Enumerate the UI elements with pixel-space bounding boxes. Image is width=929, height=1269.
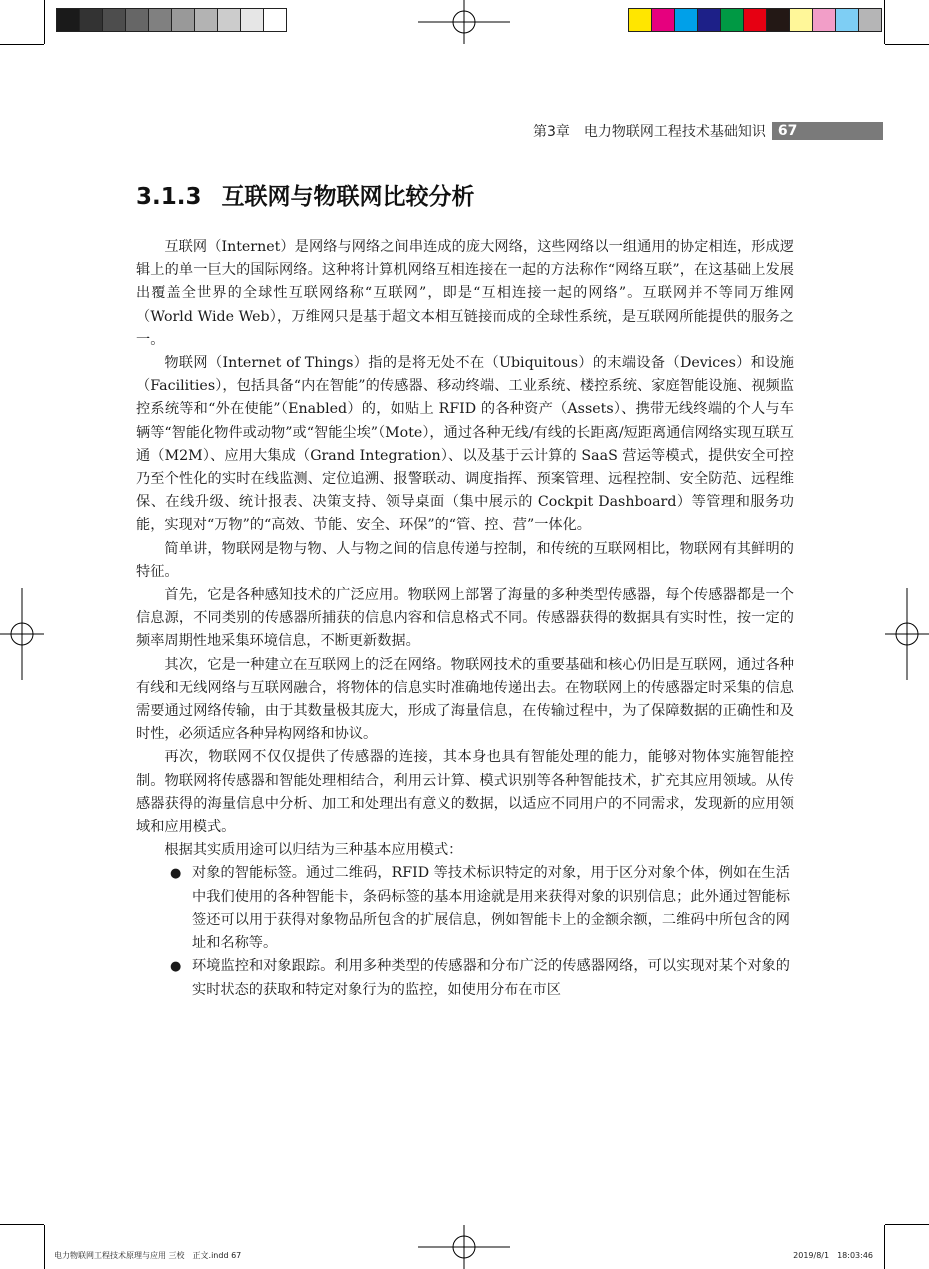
registration-mark-top bbox=[418, 0, 510, 44]
grayscale-swatch-6 bbox=[194, 8, 218, 32]
running-header bbox=[533, 121, 883, 141]
color-swatch-5 bbox=[743, 8, 767, 32]
grayscale-swatch-0 bbox=[56, 8, 80, 32]
crop-mark-tr-h bbox=[885, 44, 929, 45]
crop-mark-br-h bbox=[885, 1224, 929, 1225]
chapter-label: 第3章 bbox=[533, 124, 570, 140]
bullet-icon: ● bbox=[170, 959, 182, 975]
grayscale-swatch-5 bbox=[171, 8, 195, 32]
registration-mark-right bbox=[885, 588, 929, 680]
registration-mark-left bbox=[0, 588, 44, 680]
paragraph-first: 首先，它是各种感知技术的广泛应用。物联网上部署了海量的多种类型传感器，每个传感器都是一个信息源，不同类别的传感器所捕获的信息内容和信息格式不同。传感器获得的数据具有实时性，按一定的频率周期性地采集环境信息，不断更新数据。 bbox=[136, 587, 794, 650]
paragraph-iot-definition: 物联网（Internet of Things）指的是将无处不在（Ubiquitous）的末端设备（Devices）和设施（Facilities），包括具备“内在智能”的传感器、移动终端、工业系统、楼控系统、家庭智能设施、视频监控系统等和“外在使能”（Enabled）的，如贴上 RFID 的各种资产（Assets）、携带无线终端的个人与车辆等“智能化物件或动物”或“智能尘埃”（Mote），通过各种无线/有线的长距离/短距离通信网络实现互联互通（M2M）、应用大集成（Grand Integration）、以及基于云计算的 SaaS 营运等模式，提供安全可控乃至个性化的实时在线监测、定位追溯、报警联动、调度指挥、预案管理、远程控制、安全防范、远程维保、在线升级、统计报表、决策支持、领导桌面（集中展示的 Cockpit Dashboard）等管理和服务功能，实现对“万物”的“高效、节能、安全、环保”的“管、控、营”一体化。 bbox=[136, 355, 794, 534]
grayscale-swatch-3 bbox=[125, 8, 149, 32]
color-swatch-10 bbox=[858, 8, 882, 32]
color-swatch-1 bbox=[651, 8, 675, 32]
color-swatch-7 bbox=[789, 8, 813, 32]
color-swatch-4 bbox=[720, 8, 744, 32]
section-heading bbox=[136, 178, 475, 211]
chapter-title: 电力物联网工程技术基础知识 bbox=[583, 124, 766, 140]
footer-timestamp: 2019/8/1 18:03:46 bbox=[793, 1251, 873, 1260]
color-swatch-0 bbox=[628, 8, 652, 32]
crop-mark-tl-h bbox=[0, 44, 44, 45]
color-swatch-3 bbox=[697, 8, 721, 32]
grayscale-swatch-9 bbox=[263, 8, 287, 32]
footer-file-info: 电力物联网工程技术原理与应用 三校 正文.indd 67 bbox=[54, 1251, 242, 1260]
color-swatch-6 bbox=[766, 8, 790, 32]
grayscale-swatch-4 bbox=[148, 8, 172, 32]
list-item bbox=[136, 862, 794, 955]
grayscale-bar bbox=[56, 8, 286, 32]
color-swatch-2 bbox=[674, 8, 698, 32]
crop-mark-tl-v bbox=[44, 0, 45, 44]
section-title: 互联网与物联网比较分析 bbox=[221, 184, 475, 210]
paragraph-summary: 简单讲，物联网是物与物、人与物之间的信息传递与控制，和传统的互联网相比，物联网有其鲜明的特征。 bbox=[136, 540, 794, 580]
bullet-icon: ● bbox=[170, 866, 182, 882]
paragraph-third: 再次，物联网不仅仅提供了传感器的连接，其本身也具有智能处理的能力，能够对物体实施智能控制。物联网将传感器和智能处理相结合，利用云计算、模式识别等各种智能技术，扩充其应用领域。从传感器获得的海量信息中分析、加工和处理出有意义的数据，以适应不同用户的不同需求，发现新的应用领域和应用模式。 bbox=[136, 749, 794, 836]
grayscale-swatch-1 bbox=[79, 8, 103, 32]
paragraph-internet: 互联网（Internet）是网络与网络之间串连成的庞大网络，这些网络以一组通用的协定相连，形成逻辑上的单一巨大的国际网络。这种将计算机网络互相连接在一起的方法称作“网络互联”，在这基础上发展出覆盖全世界的全球性互联网络称“互联网”，即是“互相连接一起的网络”。互联网并不等同万维网（World Wide Web），万维网只是基于超文本相互链接而成的全球性系统，是互联网所能提供的服务之一。 bbox=[136, 239, 794, 348]
application-modes-list bbox=[136, 862, 794, 1001]
crop-mark-bl-h bbox=[0, 1224, 44, 1225]
grayscale-swatch-7 bbox=[217, 8, 241, 32]
paragraph-modes-intro: 根据其实质用途可以归结为三种基本应用模式： bbox=[164, 842, 463, 859]
page-number: 67 bbox=[772, 122, 883, 140]
color-swatch-9 bbox=[835, 8, 859, 32]
crop-mark-bl-v bbox=[44, 1225, 45, 1269]
color-bar bbox=[628, 8, 881, 32]
list-item bbox=[136, 955, 794, 1001]
crop-mark-br-v bbox=[884, 1225, 885, 1269]
grayscale-swatch-8 bbox=[240, 8, 264, 32]
crop-mark-tr-v bbox=[884, 0, 885, 44]
registration-mark-bottom bbox=[418, 1225, 510, 1269]
body-text bbox=[136, 236, 794, 1002]
paragraph-second: 其次，它是一种建立在互联网上的泛在网络。物联网技术的重要基础和核心仍旧是互联网，通过各种有线和无线网络与互联网融合，将物体的信息实时准确地传递出去。在物联网上的传感器定时采集的信息需要通过网络传输，由于其数量极其庞大，形成了海量信息，在传输过程中，为了保障数据的正确性和及时性，必须适应各种异构网络和协议。 bbox=[136, 656, 794, 743]
list-item-text: 环境监控和对象跟踪。利用多种类型的传感器和分布广泛的传感器网络，可以实现对某个对象的实时状态的获取和特定对象行为的监控，如使用分布在市区 bbox=[192, 958, 790, 998]
grayscale-swatch-2 bbox=[102, 8, 126, 32]
list-item-text: 对象的智能标签。通过二维码，RFID 等技术标识特定的对象，用于区分对象个体，例如在生活中我们使用的各种智能卡，条码标签的基本用途就是用来获得对象的识别信息；此外通过智能标签还可以用于获得对象物品所包含的扩展信息，例如智能卡上的金额余额，二维码中所包含的网址和名称等。 bbox=[192, 865, 790, 952]
color-swatch-8 bbox=[812, 8, 836, 32]
section-number: 3.1.3 bbox=[136, 184, 202, 210]
